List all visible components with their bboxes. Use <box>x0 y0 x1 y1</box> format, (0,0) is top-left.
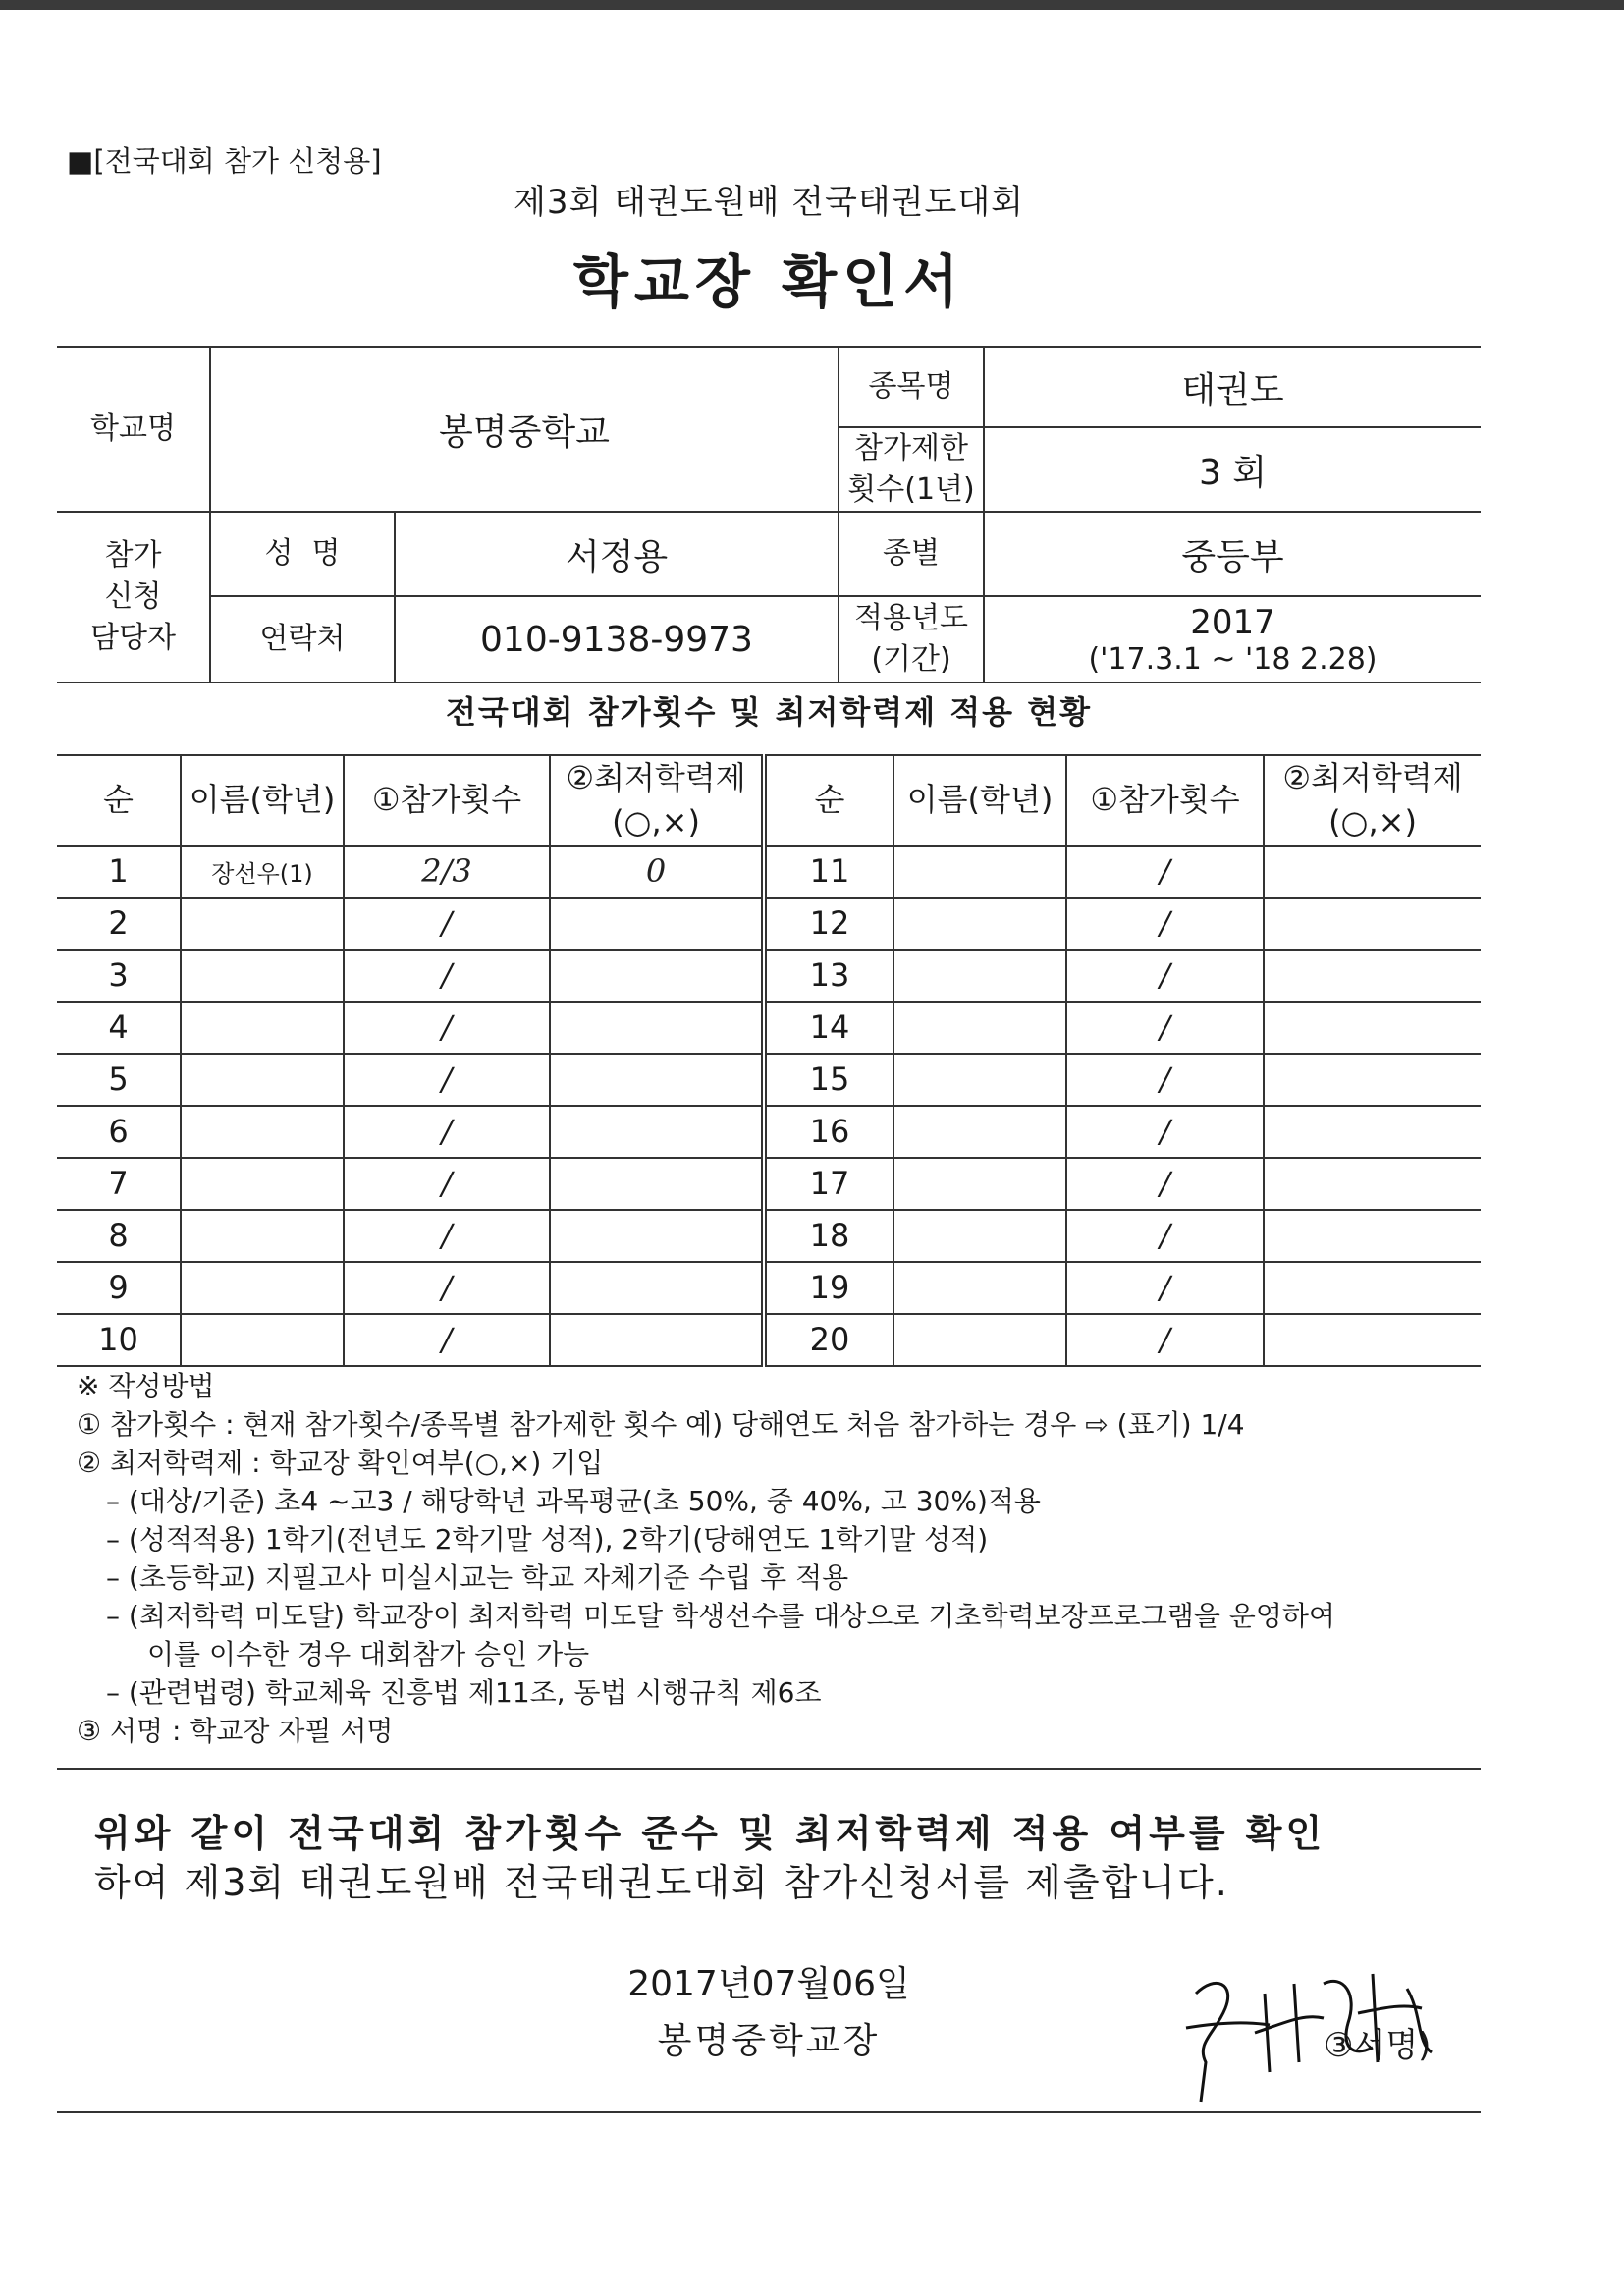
col-min-header-right-line1: ②최저학력제 <box>1282 759 1463 796</box>
signature-label: ③서명) <box>1324 2026 1432 2065</box>
row-no: 2 <box>57 898 181 950</box>
division-value: 중등부 <box>984 512 1481 596</box>
row-name <box>893 950 1066 1002</box>
limit-value: 3 회 <box>984 427 1481 512</box>
col-count-header-right: ①참가횟수 <box>1066 755 1264 846</box>
table-row <box>57 950 1481 1002</box>
row-count: / <box>1066 1054 1264 1106</box>
table-row <box>57 1262 1481 1314</box>
row-min <box>1264 1262 1481 1314</box>
year-label <box>839 596 984 683</box>
row-min <box>550 898 764 950</box>
row-min <box>1264 898 1481 950</box>
col-min-header-right <box>1264 755 1481 846</box>
row-count: / <box>1066 898 1264 950</box>
col-min-header-line2: (○,×) <box>612 802 700 841</box>
table-row <box>57 1106 1481 1158</box>
note-2a: – (대상/기준) 초4 ~고3 / 해당학년 과목평균(초 50%, 중 40%, 고 30%)적용 <box>106 1485 1041 1517</box>
event-value: 태권도 <box>984 347 1481 427</box>
limit-label <box>839 427 984 512</box>
row-name <box>181 1314 344 1366</box>
instructions <box>77 1367 1471 1750</box>
table-header-row <box>57 755 1481 846</box>
row-count: / <box>344 950 550 1002</box>
row-min <box>1264 1002 1481 1054</box>
row-no: 11 <box>764 846 893 898</box>
row-no: 15 <box>764 1054 893 1106</box>
competition-subtitle: 제3회 태권도원배 전국태권도대회 <box>513 183 1025 222</box>
row-count: / <box>344 1054 550 1106</box>
year-value: 2017 <box>1190 602 1275 642</box>
limit-label-line2: 횟수(1년) <box>847 472 975 507</box>
row-no: 5 <box>57 1054 181 1106</box>
row-count: / <box>344 1262 550 1314</box>
row-count: / <box>344 1210 550 1262</box>
row-name <box>181 950 344 1002</box>
school-label: 학교명 <box>57 347 210 512</box>
year-value-cell <box>984 596 1481 683</box>
row-no: 14 <box>764 1002 893 1054</box>
limit-label-line1: 참가제한 <box>854 431 968 465</box>
row-name <box>181 1054 344 1106</box>
row-name <box>893 1158 1066 1210</box>
row-name: 장선우(1) <box>181 846 344 898</box>
row-name <box>893 1262 1066 1314</box>
contact-group-line2: 신청 <box>104 579 162 614</box>
contact-group-line1: 참가 <box>104 538 162 573</box>
row-count: / <box>1066 1210 1264 1262</box>
row-min <box>1264 1106 1481 1158</box>
row-no: 17 <box>764 1158 893 1210</box>
row-no: 1 <box>57 846 181 898</box>
row-no: 7 <box>57 1158 181 1210</box>
issue-date: 2017년07월06일 <box>627 1964 910 2004</box>
row-no: 3 <box>57 950 181 1002</box>
note-2e: – (관련법령) 학교체육 진흥법 제11조, 동법 시행규칙 제6조 <box>106 1676 822 1709</box>
year-label-line1: 적용년도 <box>854 601 968 635</box>
phone-label: 연락처 <box>210 596 395 683</box>
row-no: 4 <box>57 1002 181 1054</box>
row-name <box>181 1210 344 1262</box>
declaration-line2: 하여 제3회 태권도원배 전국태권도대회 참가신청서를 제출합니다. <box>94 1861 1229 1904</box>
participation-table <box>57 754 1481 1367</box>
notes-heading: ※ 작성방법 <box>77 1370 215 1402</box>
note-2d: – (최저학력 미도달) 학교장이 최저학력 미도달 학생선수를 대상으로 기초학력보장프로그램을 운영하여 <box>106 1600 1335 1632</box>
row-min <box>550 1158 764 1210</box>
row-name <box>893 1054 1066 1106</box>
table-row <box>57 1002 1481 1054</box>
row-name <box>181 1106 344 1158</box>
row-count: / <box>344 1314 550 1366</box>
row-min <box>1264 1158 1481 1210</box>
row-count: / <box>1066 1158 1264 1210</box>
table-row <box>57 898 1481 950</box>
name-value: 서정용 <box>395 512 839 596</box>
note-2: ② 최저학력제 : 학교장 확인여부(○,×) 기입 <box>77 1447 604 1479</box>
scan-top-edge <box>0 0 1624 10</box>
divider <box>57 1768 1481 1770</box>
row-min <box>1264 1210 1481 1262</box>
principal-title: 봉명중학교장 <box>657 2021 881 2061</box>
row-no: 16 <box>764 1106 893 1158</box>
row-count: / <box>344 1002 550 1054</box>
row-name <box>893 1002 1066 1054</box>
col-name-header: 이름(학년) <box>181 755 344 846</box>
row-min <box>550 1106 764 1158</box>
col-min-header <box>550 755 764 846</box>
school-value: 봉명중학교 <box>210 347 839 512</box>
row-min <box>1264 950 1481 1002</box>
table-row <box>57 1158 1481 1210</box>
table-row <box>57 846 1481 898</box>
row-no: 12 <box>764 898 893 950</box>
table-row <box>57 1210 1481 1262</box>
section-title: 전국대회 참가횟수 및 최저학력제 적용 현황 <box>445 693 1093 731</box>
period-value: ('17.3.1 ~ '18 2.28) <box>1088 641 1378 677</box>
row-name <box>181 1158 344 1210</box>
row-min: 0 <box>550 846 764 898</box>
info-table <box>57 346 1481 683</box>
row-no: 19 <box>764 1262 893 1314</box>
row-min <box>1264 1054 1481 1106</box>
row-min <box>550 1054 764 1106</box>
contact-group-label <box>57 512 210 683</box>
col-min-header-right-line2: (○,×) <box>1328 802 1417 841</box>
row-count: / <box>344 1106 550 1158</box>
note-3: ③ 서명 : 학교장 자필 서명 <box>77 1715 394 1747</box>
row-no: 13 <box>764 950 893 1002</box>
row-min <box>1264 846 1481 898</box>
row-name <box>181 898 344 950</box>
row-no: 18 <box>764 1210 893 1262</box>
event-label: 종목명 <box>839 347 984 427</box>
col-min-header-line1: ②최저학력제 <box>566 759 746 796</box>
row-no: 20 <box>764 1314 893 1366</box>
contact-group-line3: 담당자 <box>90 621 176 655</box>
name-label: 성 명 <box>210 512 395 596</box>
row-count: / <box>1066 1262 1264 1314</box>
note-2d-cont: 이를 이수한 경우 대회참가 승인 가능 <box>147 1638 590 1670</box>
row-no: 10 <box>57 1314 181 1366</box>
row-count: / <box>344 898 550 950</box>
col-no-header: 순 <box>57 755 181 846</box>
division-label: 종별 <box>839 512 984 596</box>
row-name <box>893 1314 1066 1366</box>
apply-tag: ■[전국대회 참가 신청용] <box>67 144 382 178</box>
row-no: 9 <box>57 1262 181 1314</box>
note-1: ① 참가횟수 : 현재 참가횟수/종목별 참가제한 횟수 예) 당해연도 처음 참가하는 경우 ⇨ (표기) 1/4 <box>77 1408 1245 1441</box>
row-name <box>181 1002 344 1054</box>
handwritten-signature <box>1176 1954 1471 2111</box>
row-min <box>550 950 764 1002</box>
row-count: / <box>344 1158 550 1210</box>
declaration-line1: 위와 같이 전국대회 참가횟수 준수 및 최저학력제 적용 여부를 확인 <box>94 1812 1326 1855</box>
col-no-header-right: 순 <box>764 755 893 846</box>
row-name <box>893 846 1066 898</box>
row-count: / <box>1066 1314 1264 1366</box>
year-label-line2: (기간) <box>871 642 951 677</box>
bottom-divider <box>57 2111 1481 2113</box>
phone-value: 010-9138-9973 <box>395 596 839 683</box>
row-name <box>893 1210 1066 1262</box>
table-row <box>57 1314 1481 1366</box>
row-count: 2/3 <box>344 846 550 898</box>
declaration <box>94 1809 1469 1907</box>
row-name <box>893 898 1066 950</box>
col-count-header: ①참가횟수 <box>344 755 550 846</box>
row-count: / <box>1066 950 1264 1002</box>
row-name <box>181 1262 344 1314</box>
col-name-header-right: 이름(학년) <box>893 755 1066 846</box>
row-count: / <box>1066 846 1264 898</box>
row-min <box>550 1314 764 1366</box>
row-min <box>550 1210 764 1262</box>
row-count: / <box>1066 1106 1264 1158</box>
document-title: 학교장 확인서 <box>572 248 965 315</box>
row-min <box>1264 1314 1481 1366</box>
row-min <box>550 1262 764 1314</box>
row-count: / <box>1066 1002 1264 1054</box>
note-2c: – (초등학교) 지필고사 미실시교는 학교 자체기준 수립 후 적용 <box>106 1561 849 1594</box>
note-2b: – (성적적용) 1학기(전년도 2학기말 성적), 2학기(당해연도 1학기말 성적) <box>106 1523 989 1556</box>
row-no: 8 <box>57 1210 181 1262</box>
row-name <box>893 1106 1066 1158</box>
row-no: 6 <box>57 1106 181 1158</box>
row-min <box>550 1002 764 1054</box>
table-row <box>57 1054 1481 1106</box>
